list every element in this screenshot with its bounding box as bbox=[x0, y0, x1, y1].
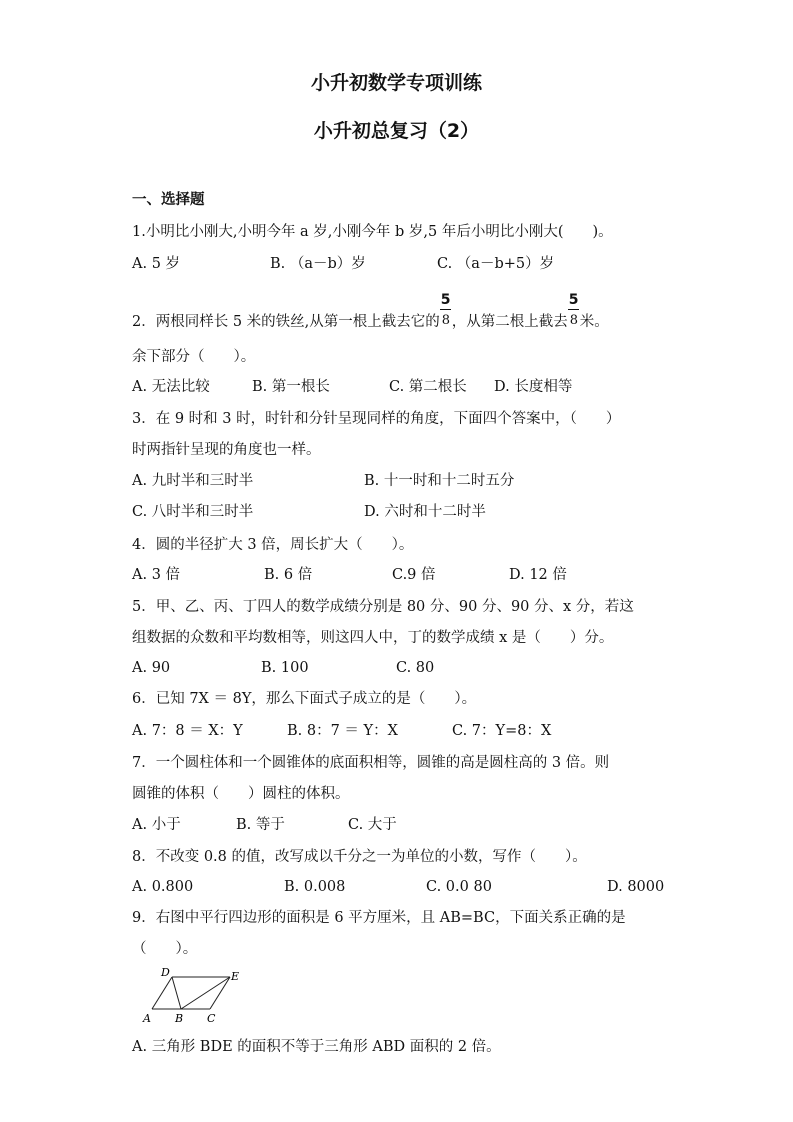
figure-label-d: D bbox=[161, 966, 170, 979]
question-9-line-2: （ ）。 bbox=[132, 941, 198, 957]
question-7-option-c: C. 大于 bbox=[348, 817, 397, 833]
question-6-option-b: B. 8：7 ＝ Y：X bbox=[287, 723, 398, 739]
figure-label-c: C bbox=[207, 1012, 216, 1025]
question-6-option-a: A. 7：8 ＝ X：Y bbox=[132, 723, 243, 739]
question-3-option-b: B. 十一时和十二时五分 bbox=[364, 473, 515, 489]
figure-edge-db bbox=[172, 977, 181, 1009]
question-4-option-c: C.9 倍 bbox=[392, 567, 436, 583]
question-3-option-d: D. 六时和十二时半 bbox=[364, 504, 486, 520]
figure-label-e: E bbox=[231, 970, 240, 983]
question-5-line-1: 5．甲、乙、丙、丁四人的数学成绩分别是 80 分、90 分、90 分、x 分，若这 bbox=[132, 599, 634, 615]
question-5-option-c: C. 80 bbox=[396, 660, 435, 676]
question-9-option-a: A. 三角形 BDE 的面积不等于三角形 ABD 面积的 2 倍。 bbox=[132, 1039, 501, 1055]
question-3-option-c: C. 八时半和三时半 bbox=[132, 504, 254, 520]
question-8-option-a: A. 0.800 bbox=[132, 879, 194, 895]
question-9-line-1: 9．右图中平行四边形的面积是 6 平方厘米，且 AB=BC，下面关系正确的是 bbox=[132, 910, 626, 926]
question-7-line-2: 圆锥的体积（ ）圆柱的体积。 bbox=[132, 786, 350, 802]
question-4-option-b: B. 6 倍 bbox=[264, 567, 313, 583]
figure-edge-ce bbox=[210, 977, 230, 1009]
question-1-option-b: B. （a－b）岁 bbox=[270, 256, 366, 272]
question-2-stem bbox=[132, 292, 609, 332]
question-8-option-d: D. 8000 bbox=[607, 879, 665, 895]
question-3-line-2: 时两指针呈现的角度也一样。 bbox=[132, 442, 321, 458]
question-1-stem: 1.小明比小刚大,小明今年 a 岁,小刚今年 b 岁,5 年后小明比小刚大( )。 bbox=[132, 224, 613, 240]
figure-label-a: A bbox=[143, 1012, 151, 1025]
section-heading: 一、选择题 bbox=[132, 192, 205, 208]
question-1-option-a: A. 5 岁 bbox=[132, 256, 181, 272]
question-7-option-a: A. 小于 bbox=[132, 817, 181, 833]
figure-label-b: B bbox=[175, 1012, 184, 1025]
fraction-numerator: 5 bbox=[568, 292, 579, 308]
figure-edge-ad bbox=[152, 977, 172, 1009]
question-6-option-c: C. 7：Y=8：X bbox=[452, 723, 552, 739]
question-2-option-a: A. 无法比较 bbox=[132, 379, 210, 395]
question-3-option-a: A. 九时半和三时半 bbox=[132, 473, 254, 489]
fraction-bar bbox=[568, 309, 579, 310]
question-7-option-b: B. 等于 bbox=[236, 817, 285, 833]
question-2-line-2: 余下部分（ ）。 bbox=[132, 349, 256, 365]
question-2-text-3: 米。 bbox=[579, 314, 609, 330]
question-4-option-d: D. 12 倍 bbox=[509, 567, 567, 583]
question-5-option-b: B. 100 bbox=[261, 660, 309, 676]
fraction-denominator: 8 bbox=[441, 313, 451, 328]
fraction-five-eighths-1 bbox=[440, 292, 452, 332]
question-4-option-a: A. 3 倍 bbox=[132, 567, 181, 583]
question-7-line-1: 7．一个圆柱体和一个圆锥体的底面积相等，圆锥的高是圆柱高的 3 倍。则 bbox=[132, 755, 610, 771]
question-2-option-d: D. 长度相等 bbox=[494, 379, 573, 395]
question-5-option-a: A. 90 bbox=[132, 660, 171, 676]
fraction-denominator: 8 bbox=[569, 313, 579, 328]
fraction-numerator: 5 bbox=[440, 292, 451, 308]
question-4-stem: 4．圆的半径扩大 3 倍，周长扩大（ ）。 bbox=[132, 537, 414, 553]
question-1-option-c: C. （a－b+5）岁 bbox=[437, 256, 555, 272]
page-title: 小升初数学专项训练 bbox=[310, 72, 482, 94]
question-2-text-2: ，从第二根上截去 bbox=[451, 314, 568, 330]
parallelogram-figure bbox=[140, 966, 250, 1028]
question-8-stem: 8．不改变 0.8 的值，改写成以千分之一为单位的小数，写作（ ）。 bbox=[132, 849, 587, 865]
question-3-line-1: 3．在 9 时和 3 时，时针和分针呈现同样的角度，下面四个答案中，（ ） bbox=[132, 411, 621, 427]
figure-edge-be bbox=[181, 977, 230, 1009]
question-8-option-c: C. 0.0 80 bbox=[426, 879, 492, 895]
question-2-option-c: C. 第二根长 bbox=[389, 379, 467, 395]
question-6-stem: 6．已知 7X ＝ 8Y，那么下面式子成立的是（ ）。 bbox=[132, 691, 477, 707]
question-2-text-1: 2．两根同样长 5 米的铁丝,从第一根上截去它的 bbox=[132, 314, 440, 330]
question-2-option-b: B. 第一根长 bbox=[252, 379, 330, 395]
question-8-option-b: B. 0.008 bbox=[284, 879, 346, 895]
question-5-line-2: 组数据的众数和平均数相等，则这四人中，丁的数学成绩 x 是（ ）分。 bbox=[132, 630, 614, 646]
fraction-bar bbox=[440, 309, 451, 310]
fraction-five-eighths-2 bbox=[568, 292, 580, 332]
page-subtitle: 小升初总复习（2） bbox=[313, 120, 480, 142]
